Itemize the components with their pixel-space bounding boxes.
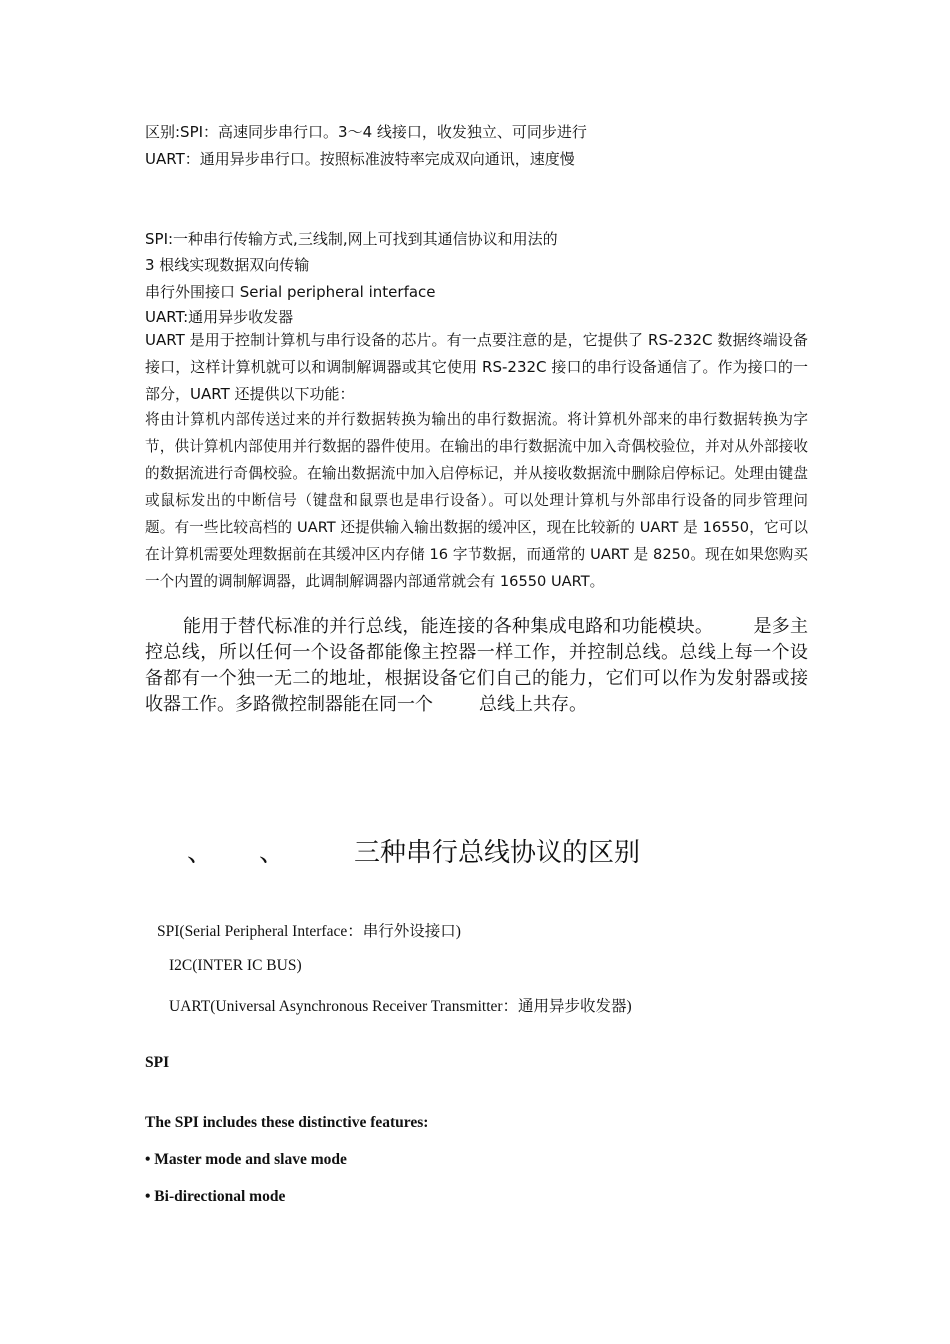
spi-feature-2: • Bi-directional mode (145, 1188, 286, 1205)
i2c-para-seg-1: 能用于替代标准的并行总线，能连接的各种集成电路和功能模块。 (183, 616, 714, 637)
acronym-i2c: I2C(INTER IC BUS) (169, 957, 302, 974)
acronym-spi: SPI(Serial Peripheral Interface：串行外设接口) (157, 923, 461, 940)
spi-name-line: 串行外围接口 Serial peripheral interface (145, 283, 436, 301)
spi-feature-1: • Master mode and slave mode (145, 1151, 347, 1168)
heading-title: 三种串行总线协议的区别 (354, 838, 641, 868)
i2c-para-seg-3: 总线上共存。 (479, 694, 587, 715)
intro-line-1: 区别:SPI：高速同步串行口。3～4 线接口，收发独立、可同步进行 (145, 123, 587, 141)
spi-wires-line: 3 根线实现数据双向传输 (145, 256, 310, 274)
i2c-para-seg-2: 是多主控总线，所以任何一个设备都能像主控器一样工作，并控制总线。总线上每一个设备都有一个独一无二的地址，根据设备它们自己的能力，它们可以作为发射器或接收器工作。多路微控制器能在同一个 (145, 616, 808, 715)
heading-separator-2: 、 (259, 838, 286, 868)
uart-paragraph-2: 将由计算机内部传送过来的并行数据转换为输出的串行数据流。将计算机外部来的串行数据转换为字节，供计算机内部使用并行数据的器件使用。在输出的串行数据流中加入奇偶校验位，并对从外部接收的数据流进行奇偶校验。在输出数据流中加入启停标记，并从接收数据流中删除启停标记。处理由键盘或鼠标发出的中断信号（键盘和鼠票也是串行设备）。可以处理计算机与外部串行设备的同步管理问题。有一些比较高档的 UART 还提供输入输出数据的缓冲区，现在比较新的 UART 是 16550，它可以在计算机需要处理数据前在其缓冲区内存储 16 字节数据，而通常的 UART 是 8250。现在如果您购买一个内置的调制解调器，此调制解调器内部通常就会有 16550 UART。 (145, 411, 808, 590)
uart-paragraph-1: UART 是用于控制计算机与串行设备的芯片。有一点要注意的是，它提供了 RS-232C 数据终端设备接口，这样计算机就可以和调制解调器或其它使用 RS-232C 接口的串行设备通信了。作为接口的一部分，UART 还提供以下功能： (145, 331, 808, 403)
spi-description: SPI:一种串行传输方式,三线制,网上可找到其通信协议和用法的 (145, 230, 558, 248)
spi-section-title: SPI (145, 1054, 170, 1071)
heading-separator-1: 、 (187, 838, 214, 868)
i2c-paragraph (145, 614, 808, 718)
acronym-uart: UART(Universal Asynchronous Receiver Transmitter：通用异步收发器) (169, 998, 632, 1015)
uart-title: UART:通用异步收发器 (145, 308, 294, 326)
intro-line-2: UART：通用异步串行口。按照标准波特率完成双向通讯，速度慢 (145, 150, 575, 168)
spi-features-intro: The SPI includes these distinctive features: (145, 1114, 429, 1131)
